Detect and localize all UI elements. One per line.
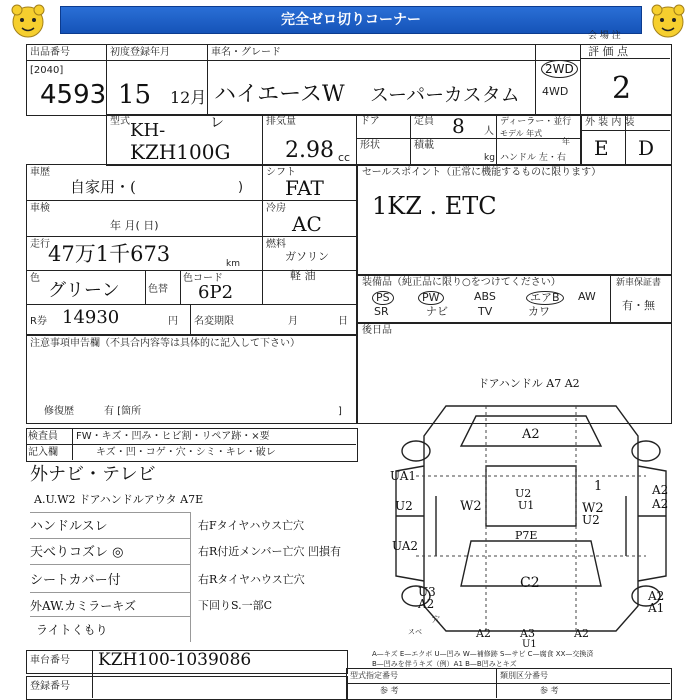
equipment-ps: PS: [372, 291, 394, 305]
comment-2: A.U.W2 ドアハンドルアウタ A7E: [34, 493, 204, 506]
diagram-mark-19: A2: [476, 627, 491, 640]
handle-label: ハンドル 左・右: [500, 153, 566, 163]
equipment-aw: AW: [578, 290, 596, 303]
rear-seat-label: 後日品: [362, 325, 392, 336]
capacity-value: 8: [452, 114, 465, 138]
chassis-number-value: KZH100-1039086: [98, 650, 252, 670]
new-car-warranty-label: 新車保証書: [616, 278, 662, 288]
color-change-label: 色替: [148, 284, 168, 295]
lot-number: 4593: [40, 80, 107, 110]
repair-history-value: 有 [箇所: [104, 406, 142, 417]
diagram-mark-22: A2: [574, 627, 589, 640]
repair-history-close: ]: [338, 406, 342, 417]
diagram-mark-16: A2: [418, 597, 435, 611]
km-unit: km: [226, 259, 240, 269]
warranty-value: 有・無: [622, 299, 655, 312]
diagram-mark-12: UA2: [392, 539, 419, 553]
comment-5: シートカバー付: [30, 573, 121, 588]
diagram-legend-1: A—キズ E—エクボ U—凹み W—補修跡 S—サビ C—腐食 XX—交換済: [372, 650, 594, 658]
venue-note: 会 場 注: [588, 31, 621, 41]
diagram-mark-11: A2: [652, 497, 669, 511]
comment-3: ハンドルスレ: [30, 519, 108, 534]
rebate-value: 14930: [62, 307, 120, 328]
cc-unit: cc: [338, 151, 351, 164]
shape-label: 形状: [360, 140, 380, 151]
model-tick: レ: [210, 115, 224, 131]
mascot-left-icon: [8, 2, 48, 42]
diagram-top-note: ドアハンドル A7 A2: [478, 377, 580, 390]
class-number-label: 類別区分番号: [500, 671, 548, 680]
ext-int-label: 外 装 内 装: [585, 117, 635, 128]
diagram-mark-5: U2: [515, 487, 532, 500]
diagram-mark-4: W2: [460, 499, 482, 514]
model-label: 型式: [110, 116, 130, 127]
equipment-sr: SR: [374, 305, 389, 318]
car-name: ハイエースW: [214, 82, 345, 107]
capacity-label: 定員: [414, 116, 434, 127]
registration-label: 登録番号: [30, 681, 70, 692]
registration-frame: [26, 676, 348, 700]
history-close: ): [238, 180, 244, 195]
sales-point-label: セールスポイント（正常に機能するものに限ります）: [362, 167, 602, 178]
comment-right-1: 右Fタイヤハウス亡穴: [198, 519, 305, 532]
yen-unit: 円: [168, 316, 178, 327]
ac-label: 冷房: [266, 203, 286, 214]
diagram-mark-3: U2: [395, 499, 413, 513]
lot-number-label: 出品番号: [30, 47, 70, 58]
mileage-value: 47万1千673: [48, 242, 171, 266]
diagram-mark-13: P7E: [515, 529, 538, 542]
color-value: グリーン: [48, 280, 120, 301]
diagram-mark-1: A2: [522, 427, 540, 442]
equipment-label: 装備品（純正品に限り○をつけてください）: [362, 277, 561, 288]
first-registration-label: 初度登録年月: [110, 47, 170, 58]
inspector-codes: FW・キズ・凹み・ヒビ割・リペア跡・×要: [76, 431, 270, 442]
equipment-navi: ナビ: [426, 305, 448, 318]
diagram-mark-2: UA1: [390, 469, 417, 483]
recorder-codes: キズ・凹・コゲ・穴・シミ・キレ・破レ: [96, 447, 276, 458]
mascot-right-icon: [648, 2, 688, 42]
comment-6: 外AW.カミラーキズ: [30, 599, 136, 613]
spec-number-label: 型式指定番号: [350, 671, 398, 680]
diagram-mark-15: U3: [418, 585, 436, 599]
day-unit: 日: [338, 316, 348, 327]
car-name-grade-label: 車名・グレード: [211, 47, 281, 58]
comment-7: ライトくもり: [36, 623, 108, 637]
fuel-label: 燃料: [266, 239, 286, 250]
exterior-grade: E: [594, 136, 609, 160]
shift-label: シフト: [266, 167, 296, 178]
diagram-note-hole: 穴: [432, 615, 440, 624]
comment-right-4: 下回りS.一部C: [198, 599, 273, 612]
comment-right-2: 右R付近メンバー亡穴 凹損有: [198, 545, 342, 558]
history-label: 車歴: [30, 167, 50, 178]
equipment-airbag: エアB: [526, 291, 564, 305]
diagram-mark-14: C2: [520, 575, 540, 591]
comment-right-3: 右Rタイヤハウス亡穴: [198, 573, 305, 586]
drive-4wd: 4WD: [542, 85, 569, 98]
month-unit: 月: [288, 316, 298, 327]
comment-4: 天べりコズレ ◎: [30, 545, 124, 560]
diagram-mark-8: U2: [582, 513, 600, 527]
notes-label: 注意事項申告欄（不具合内容等は具体的に記入して下さい）: [30, 338, 300, 349]
diagram-mark-17: A2: [648, 589, 665, 603]
year-unit: 年: [562, 137, 570, 146]
shift-value: FAT: [285, 176, 324, 200]
color-label: 色: [30, 273, 40, 284]
comment-1: 外ナビ・テレビ: [30, 464, 156, 485]
color-code-label: 色コード: [183, 273, 223, 284]
fuel-light-oil: 軽 油: [290, 269, 316, 282]
score-label: 評 価 点: [588, 45, 628, 58]
diagram-mark-21: U1: [522, 639, 537, 650]
load-label: 積載: [414, 140, 434, 151]
door-label: ドア: [360, 116, 380, 127]
model-prefix: KH-: [130, 120, 166, 141]
capacity-unit: 人: [484, 126, 494, 137]
sales-frame: [356, 164, 672, 276]
score-value: 2: [612, 71, 632, 106]
drive-2wd-circled: 2WD: [541, 60, 578, 78]
diagram-mark-6: U1: [518, 499, 535, 512]
name-change-label: 名変期限: [194, 316, 234, 327]
equipment-tv: TV: [478, 305, 493, 318]
interior-grade: D: [638, 136, 655, 160]
fuel-value: ガソリン: [285, 250, 329, 263]
chassis-number-label: 車台番号: [30, 655, 70, 666]
equipment-leather: カワ: [528, 305, 550, 318]
reference-2: 参 考: [540, 686, 559, 695]
history-value: 自家用・(: [70, 178, 136, 196]
diagram-mark-20: A3: [520, 627, 535, 640]
ac-value: AC: [292, 212, 322, 236]
mileage-label: 走行: [30, 239, 50, 250]
first-registration-year: 15: [118, 80, 152, 110]
sales-point-value: 1KZ . ETC: [372, 192, 497, 220]
lot-small-number: [2040]: [30, 65, 64, 76]
kg-unit: kg: [484, 153, 495, 163]
diagram-legend-2: B—凹みを伴うキズ（例）A1 B—B凹みとキズ: [372, 660, 517, 668]
grade: スーパーカスタム: [370, 84, 520, 106]
diagram-mark-18: A1: [648, 601, 665, 615]
equipment-pw: PW: [418, 291, 444, 305]
diagram-mark-9: 1: [594, 479, 603, 494]
diagram-mark-10: A2: [652, 483, 669, 497]
displacement-value: 2.98: [285, 138, 334, 163]
diagram-note-sube: スベ: [408, 628, 422, 636]
corner-banner: 完全ゼロ切りコーナー: [60, 6, 642, 34]
dealer-label: ディーラー・並行: [500, 117, 572, 127]
rebate-label: R券: [30, 316, 47, 327]
equipment-abs: ABS: [474, 290, 496, 303]
first-registration-month: 12月: [170, 88, 207, 107]
recorder-label: 記入欄: [28, 447, 58, 458]
color-code-value: 6P2: [198, 282, 234, 303]
model-year-label: モデル 年式: [500, 129, 543, 138]
reference-1: 参 考: [380, 686, 399, 695]
model-value: KZH100G: [130, 140, 231, 164]
inspection-value: 年 月( 日): [110, 219, 159, 232]
diagram-mark-7: W2: [582, 501, 604, 516]
repair-history-label: 修復歴: [44, 406, 74, 417]
inspection-label: 車検: [30, 203, 50, 214]
displacement-label: 排気量: [266, 116, 296, 127]
inspector-label: 検査員: [28, 431, 58, 442]
